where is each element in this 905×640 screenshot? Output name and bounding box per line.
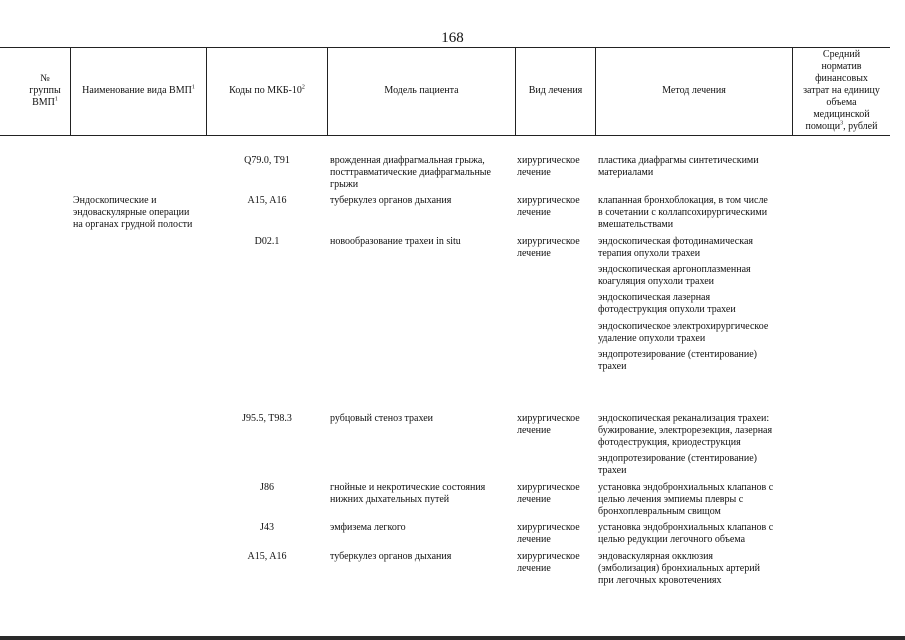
treatment-type: хирургическое лечение — [517, 551, 580, 574]
header-vmp-name-text: Наименование вида ВМП — [82, 85, 192, 96]
icd-code: J43 — [260, 522, 274, 533]
treatment-method: пластика диафрагмы синтетическими материалами — [598, 155, 759, 178]
header-group-number-text: № группы ВМП — [29, 73, 61, 108]
patient-model: рубцовый стеноз трахеи — [330, 413, 433, 424]
header-treatment-method-text: Метод лечения — [662, 85, 726, 96]
treatment-method: эндоскопическая фотодинамическая терапия опухоли трахеи — [598, 236, 753, 259]
icd-code: Q79.0, T91 — [244, 155, 290, 166]
treatment-method: эндопротезирование (стентирование) трахеи — [598, 349, 758, 372]
patient-model: гнойные и некротические состояния нижних дыхательных путей — [330, 482, 486, 505]
treatment-method: эндоскопическая аргоноплазменная коагуляция опухоли трахеи — [598, 264, 751, 287]
header-treatment-type — [516, 47, 595, 135]
vmp-group-name: Эндоскопические и эндоваскулярные операции на органах грудной полости — [73, 195, 193, 230]
footnote-marker: 3 — [840, 120, 844, 127]
icd-code: J86 — [260, 482, 274, 493]
patient-model: врожденная диафрагмальная грыжа, посттравматические диафрагмальные грыжи — [330, 155, 491, 190]
header-treatment-method — [596, 47, 792, 135]
header-patient-model — [328, 47, 515, 135]
header-vmp-name — [71, 47, 206, 135]
treatment-type: хирургическое лечение — [517, 482, 580, 505]
header-group-number — [20, 47, 70, 135]
treatment-method: клапанная бронхоблокация, в том числе в сочетании с коллапсохирургическими вмешательствами — [598, 195, 768, 230]
header-cost-norm — [793, 47, 890, 135]
treatment-method: эндоскопическое электрохирургическое удаление опухоли трахеи — [598, 321, 769, 344]
treatment-type: хирургическое лечение — [517, 195, 580, 218]
treatment-type: хирургическое лечение — [517, 236, 580, 259]
treatment-method: эндоваскулярная окклюзия (эмболизация) бронхиальных артерий при легочных кровотечениях — [598, 551, 760, 586]
treatment-method: эндоскопическая лазерная фотодеструкция опухоли трахеи — [598, 292, 736, 315]
footnote-marker: 1 — [54, 96, 58, 103]
treatment-type: хирургическое лечение — [517, 522, 580, 545]
scan-edge — [0, 636, 905, 640]
header-patient-model-text: Модель пациента — [384, 85, 459, 96]
patient-model: новообразование трахеи in situ — [330, 236, 461, 247]
icd-code: J95.5, T98.3 — [242, 413, 292, 424]
footnote-marker: 2 — [301, 84, 305, 91]
header-treatment-type-text: Вид лечения — [528, 85, 583, 96]
treatment-method: установка эндобронхиальных клапанов с целью редукции легочного объема — [598, 522, 774, 545]
header-icd-codes-text: Коды по МКБ-10 — [229, 85, 302, 96]
treatment-method: эндоскопическая реканализация трахеи: бужирование, электрорезекция, лазерная фотодеструкция, криодеструкция — [598, 413, 773, 448]
footnote-marker: 1 — [191, 84, 195, 91]
page-number: 168 — [441, 30, 464, 46]
header-icd-codes — [207, 47, 327, 135]
table-header — [0, 47, 890, 135]
icd-code: A15, A16 — [247, 195, 287, 206]
treatment-type: хирургическое лечение — [517, 155, 580, 178]
patient-model: туберкулез органов дыхания — [330, 551, 452, 562]
header-cost-norm-tail: , рублей — [843, 121, 878, 132]
header-cost-norm-text: Средний норматив финансовых затрат на единицу объема медицинской помощи — [803, 49, 880, 132]
header-bottom-border — [0, 135, 890, 136]
icd-code: D02.1 — [254, 236, 280, 247]
patient-model: эмфизема легкого — [330, 522, 406, 533]
treatment-method: эндопротезирование (стентирование) трахеи — [598, 453, 758, 476]
icd-code: A15, A16 — [247, 551, 287, 562]
treatment-type: хирургическое лечение — [517, 413, 580, 436]
patient-model: туберкулез органов дыхания — [330, 195, 452, 206]
treatment-method: установка эндобронхиальных клапанов с целью лечения эмпиемы плевры с бронхоплевральным свищом — [598, 482, 774, 517]
